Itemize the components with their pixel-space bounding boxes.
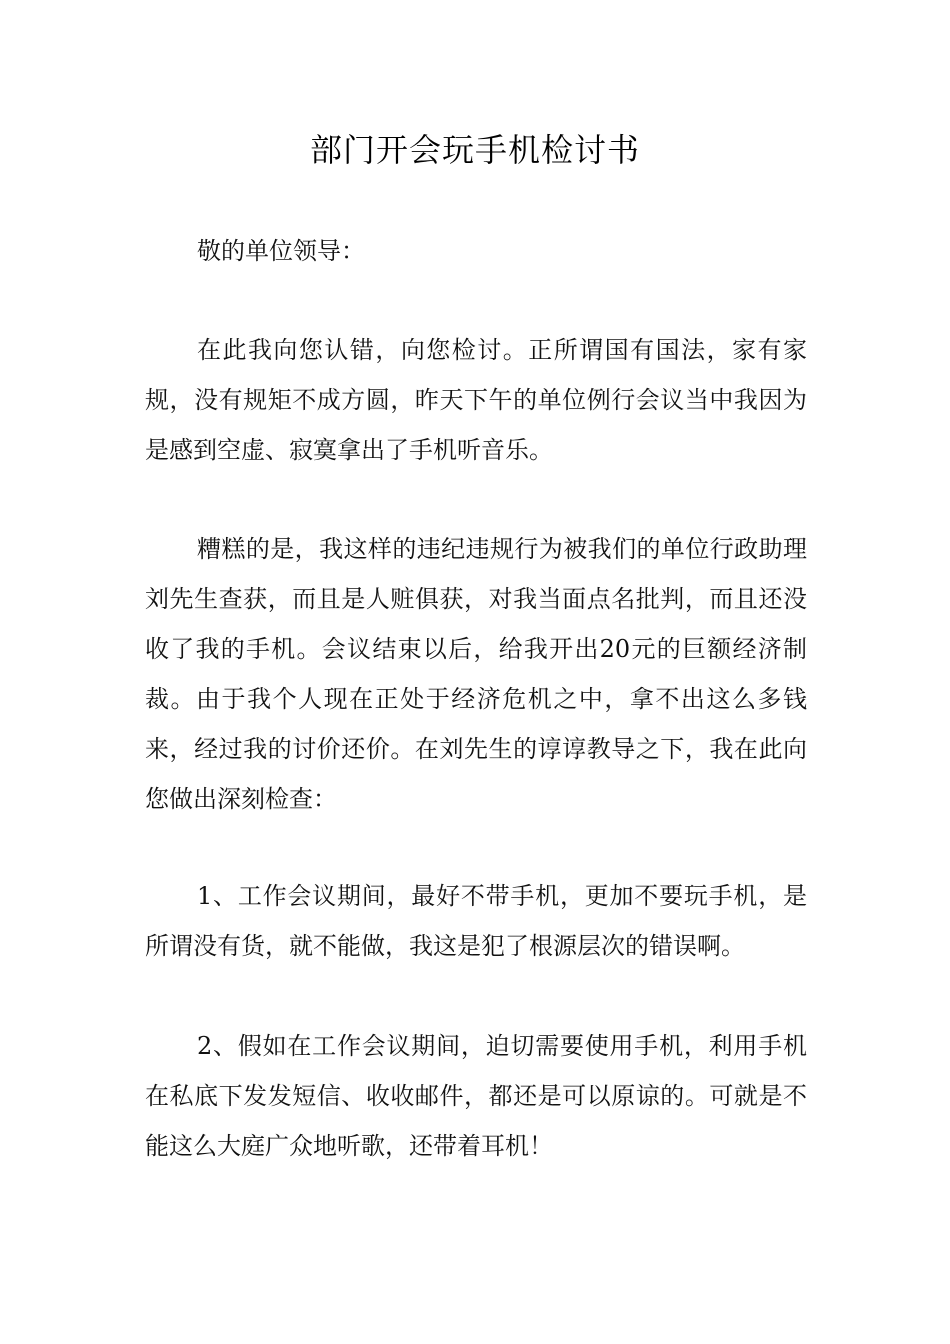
paragraph-3 [145,871,807,971]
paragraph-text: 2、假如在工作会议期间，迫切需要使用手机，利用手机在私底下发发短信、收收邮件，都还是可以原谅的。可就是不能这么大庭广众地听歌，还带着耳机！ [145,1032,807,1160]
paragraph-1 [145,325,807,475]
paragraph-text: 1、工作会议期间，最好不带手机，更加不要玩手机，是所谓没有货，就不能做，我这是犯了根源层次的错误啊。 [145,882,807,960]
salutation-text: 敬的单位领导： [197,237,365,265]
paragraph-2 [145,524,807,824]
paragraph-text: 糟糕的是，我这样的违纪违规行为被我们的单位行政助理刘先生查获，而且是人赃俱获，对我当面点名批判，而且还没收了我的手机。会议结束以后，给我开出20元的巨额经济制裁。由于我个人现在正处于经济危机之中，拿不出这么多钱来，经过我的讨价还价。在刘先生的谆谆教导之下，我在此向您做出深刻检查： [145,535,807,813]
paragraph-text: 在此我向您认错，向您检讨。正所谓国有国法，家有家规，没有规矩不成方圆，昨天下午的单位例行会议当中我因为是感到空虚、寂寞拿出了手机听音乐。 [145,336,807,464]
document-title: 部门开会玩手机检讨书 [309,131,640,169]
salutation [145,226,807,276]
paragraph-4 [145,1021,807,1171]
